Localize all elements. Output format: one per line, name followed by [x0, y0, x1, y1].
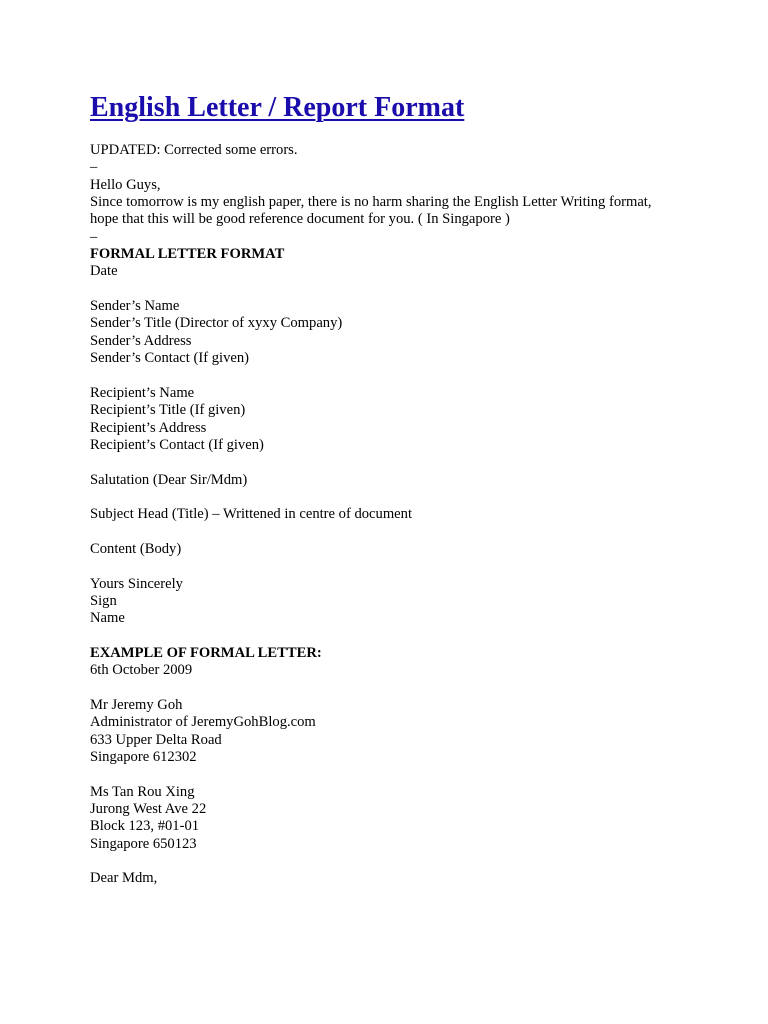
example-sender-line: Singapore 612302	[90, 749, 197, 766]
format-recipient-line: Recipient’s Name	[90, 384, 195, 401]
document-body	[90, 142, 700, 888]
format-closing-line: Yours Sincerely	[90, 575, 183, 592]
format-subject: Subject Head (Title) – Writtened in centre of document	[90, 506, 413, 523]
example-sender-line: Mr Jeremy Goh	[90, 697, 183, 713]
format-closing-line: Sign	[90, 592, 117, 609]
separator-dash: –	[90, 159, 98, 176]
format-salutation: Salutation (Dear Sir/Mdm)	[90, 471, 248, 488]
example-heading: EXAMPLE OF FORMAL LETTER:	[90, 644, 322, 661]
format-sender-line: Sender’s Name	[90, 298, 180, 315]
format-sender-line: Sender’s Address	[90, 332, 192, 349]
format-recipient-line: Recipient’s Contact (If given)	[90, 436, 264, 453]
format-date: Date	[90, 263, 118, 280]
format-recipient-line: Recipient’s Title (If given)	[90, 402, 246, 419]
blank-line	[90, 281, 700, 298]
greeting: Hello Guys,	[90, 176, 161, 193]
separator-dash: –	[90, 228, 98, 245]
format-closing-line: Name	[90, 610, 125, 627]
intro-paragraph-line: Since tomorrow is my english paper, there is no harm sharing the English Letter Writing format,	[90, 194, 652, 211]
blank-line	[90, 367, 700, 384]
blank-line	[90, 853, 700, 870]
example-recipient-line: Block 123, #01-01	[90, 818, 200, 835]
page-title-link[interactable]: English Letter / Report Format	[90, 92, 465, 123]
blank-line	[90, 489, 700, 506]
format-sender-line: Sender’s Title (Director of xyxy Company)	[90, 315, 343, 332]
example-salutation: Dear Mdm,	[90, 870, 158, 887]
format-content: Content (Body)	[90, 540, 182, 557]
blank-line	[90, 454, 700, 471]
intro-paragraph-line: hope that this will be good reference document for you. ( In Singapore )	[90, 211, 510, 228]
format-heading: FORMAL LETTER FORMAT	[90, 246, 285, 263]
example-recipient-line: Ms Tan Rou Xing	[90, 783, 195, 800]
example-recipient-line: Jurong West Ave 22	[90, 801, 207, 818]
format-sender-line: Sender’s Contact (If given)	[90, 350, 249, 367]
updated-note: UPDATED: Corrected some errors.	[90, 142, 298, 158]
example-sender-line: Administrator of JeremyGohBlog.com	[90, 714, 316, 731]
example-date: 6th October 2009	[90, 662, 193, 679]
blank-line	[90, 628, 700, 645]
example-sender-line: 633 Upper Delta Road	[90, 731, 222, 748]
format-recipient-line: Recipient’s Address	[90, 419, 207, 436]
blank-line	[90, 558, 700, 575]
blank-line	[90, 524, 700, 541]
blank-line	[90, 766, 700, 783]
example-recipient-line: Singapore 650123	[90, 835, 197, 852]
blank-line	[90, 680, 700, 697]
